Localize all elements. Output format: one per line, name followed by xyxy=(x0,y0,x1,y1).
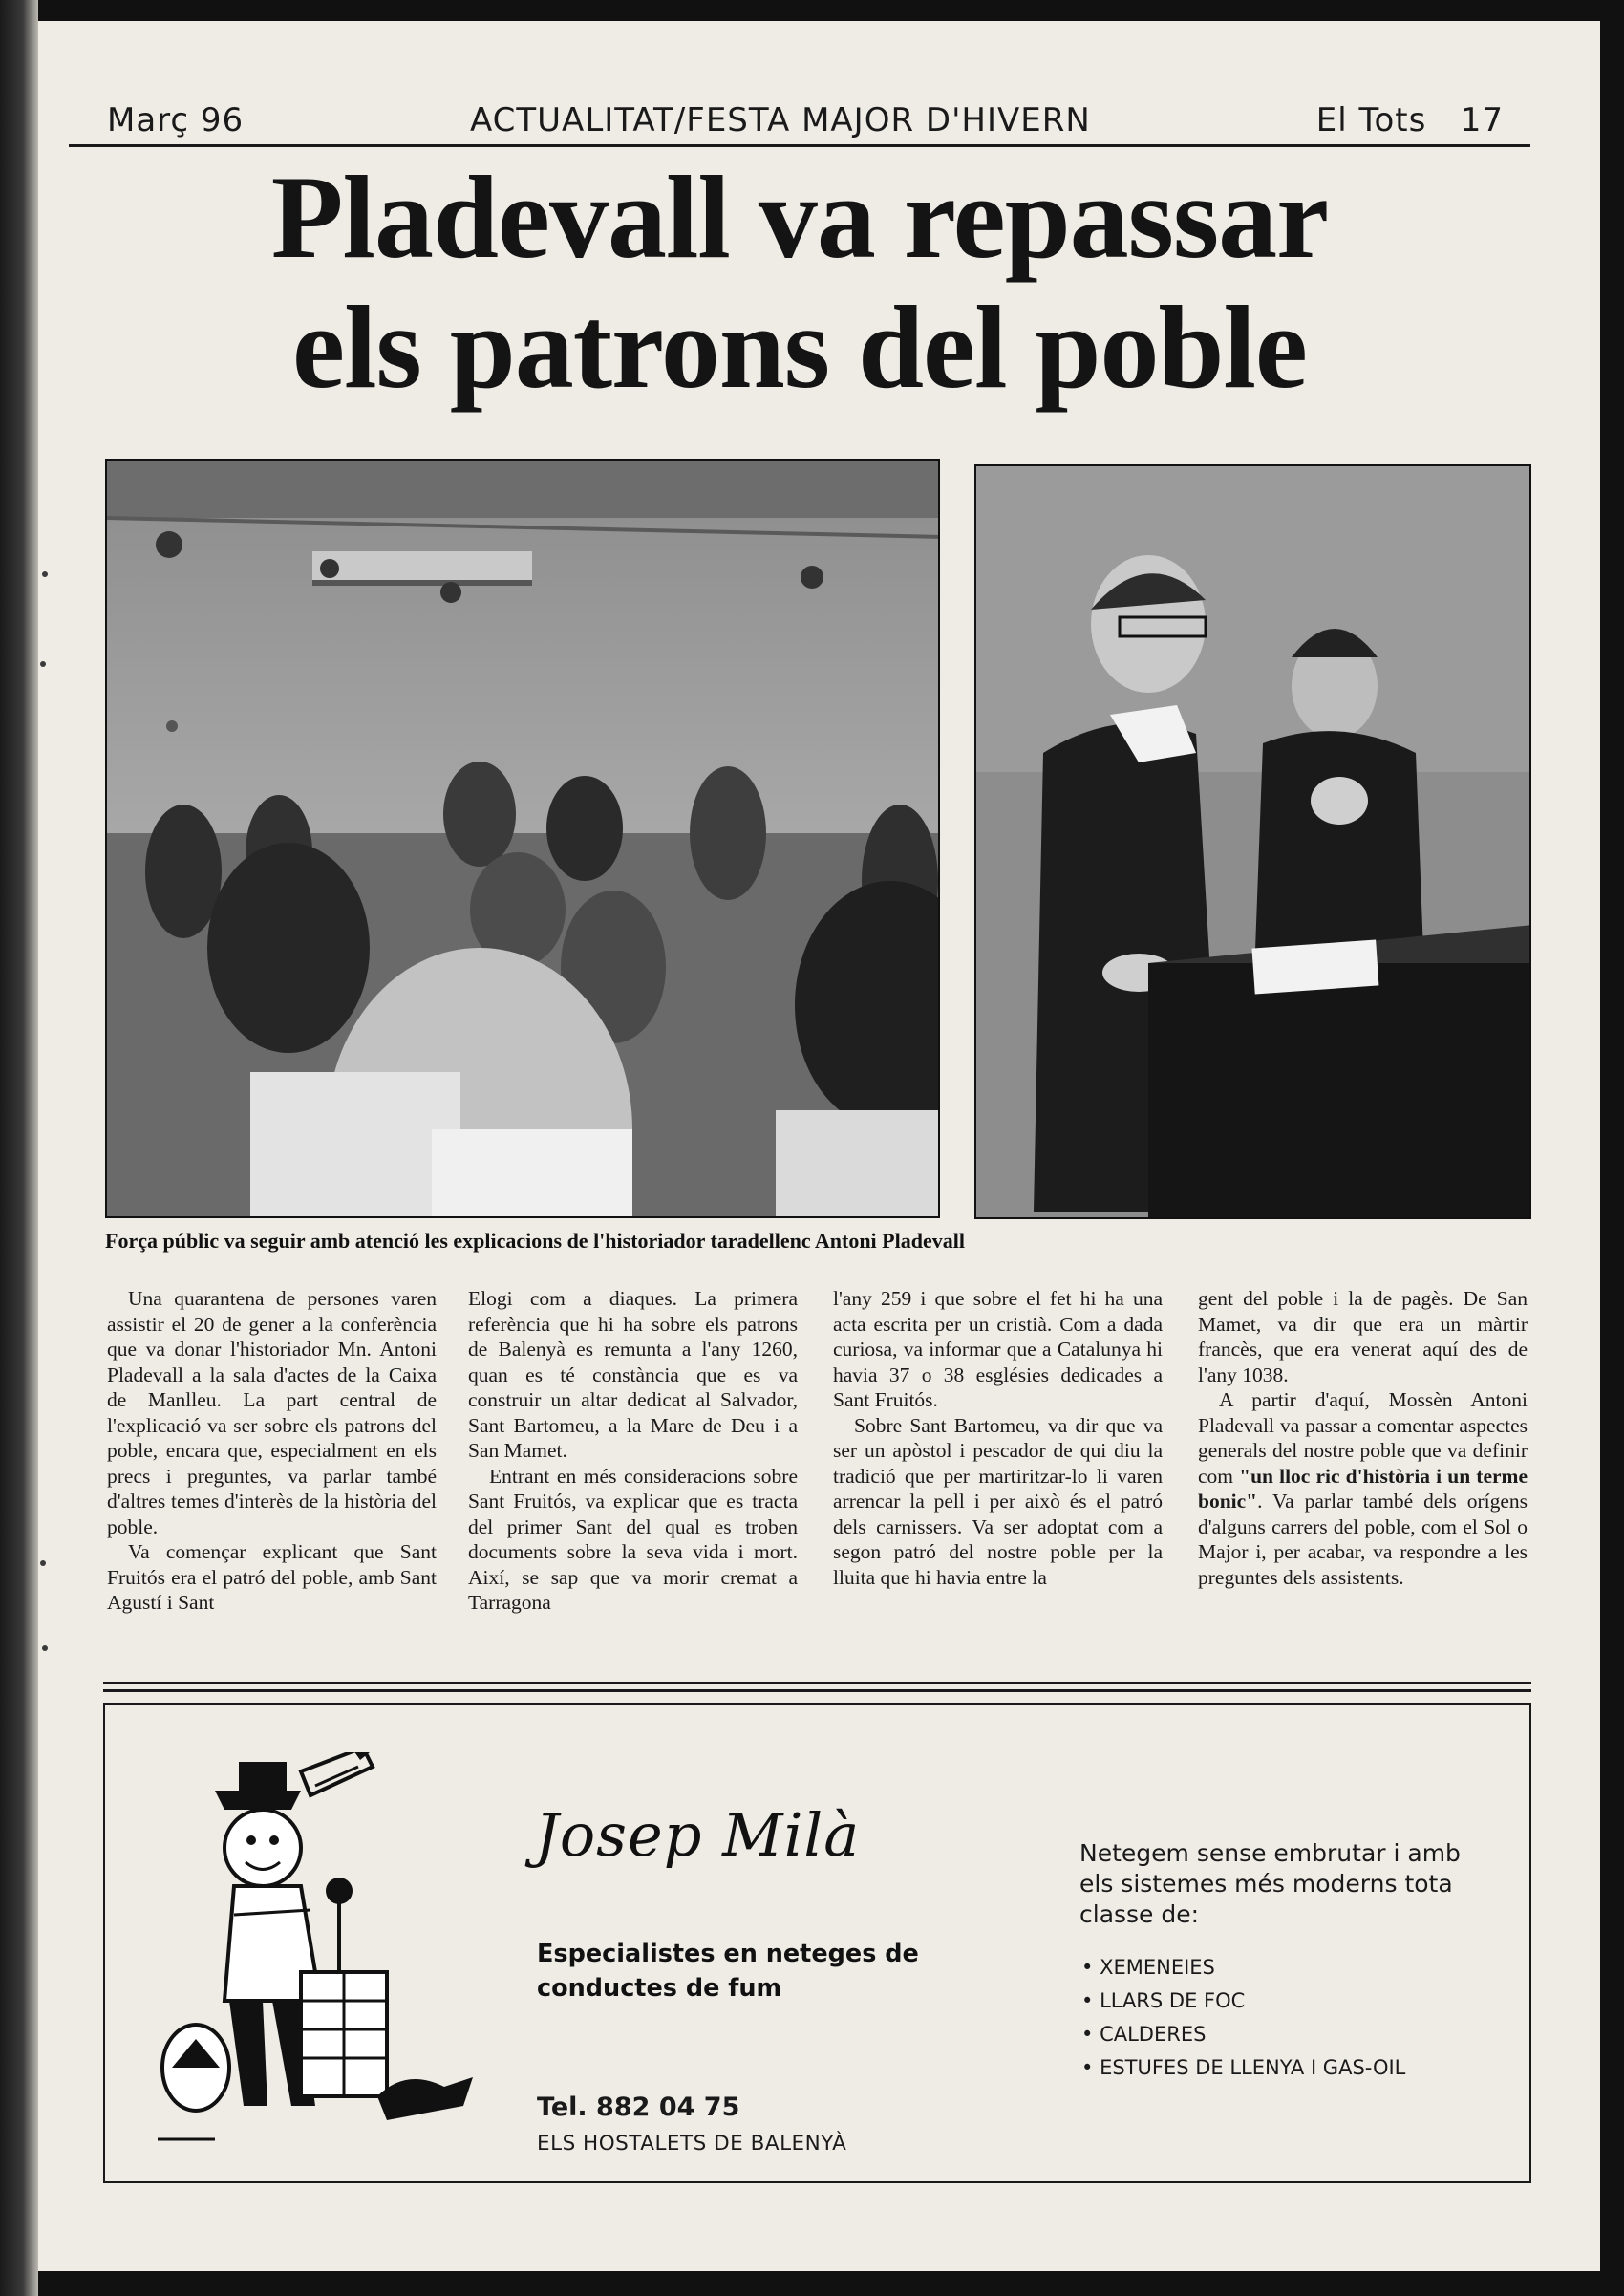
margin-speck xyxy=(42,571,48,577)
headline-line-1: Pladevall va repassar xyxy=(270,152,1329,283)
paragraph: Entrant en més consideracions sobre Sant Fruitós, va explicar que es tracta del primer Sant del qual es troben documents sobre la seva vida i mort. Així, se sap que va morir cremat a Tarragona xyxy=(468,1464,798,1614)
advertiser-specialty: Especialistes en neteges de conductes de fum xyxy=(537,1940,919,2003)
advertisement-box xyxy=(103,1703,1531,2183)
advertiser-logo: Josep Milà xyxy=(535,1800,861,1870)
margin-speck xyxy=(42,1645,48,1651)
article-body xyxy=(107,1286,1530,1668)
issue-date: Març 96 xyxy=(107,101,245,139)
paragraph: Sobre Sant Bartomeu, va dir que va ser un apòstol i pescador de qui diu la tradició que per martiritzar-lo li varen arrencar la pell i per això és el patró dels carnissers. Va ser adoptat com a segon patró del nostre poble per la lluita que hi havia entre la xyxy=(833,1413,1163,1589)
speaker-photo-illustration xyxy=(976,466,1531,1219)
headline-line-2: els patrons del poble xyxy=(292,282,1307,413)
section-title: ACTUALITAT/FESTA MAJOR D'HIVERN xyxy=(470,101,1091,139)
publication-page-number: El Tots 17 xyxy=(1315,101,1504,139)
pull-quote: "un lloc ric d'història i un terme bonic" xyxy=(1198,1464,1528,1513)
margin-speck xyxy=(40,661,46,667)
photo-audience xyxy=(105,459,940,1218)
article-column-3 xyxy=(833,1286,1163,1590)
photo-speaker xyxy=(974,464,1531,1219)
paragraph: Elogi com a diaques. La primera referència que hi ha sobre els patrons de Balenyà es remunta a l'any 1260, quan es té constància que es va construir un altar dedicat al Salvador, Sant Bartomeu, a la Mare de Deu i a San Mamet. xyxy=(468,1287,798,1462)
article-column-2 xyxy=(468,1286,798,1616)
paragraph: Una quarantena de persones varen assistir el 20 de gener a la conferència que va donar l'historiador Mn. Antoni Pladevall a la sala d'actes de la Caixa de Manlleu. La part central de l'explicació va ser sobre els patrons del poble, encara que, especialment en els precs i preguntes, va parlar també d'altres temes d'interès de la història del poble. xyxy=(107,1287,437,1538)
service-item: • ESTUFES DE LLENYA I GAS-OIL xyxy=(1081,2051,1405,2085)
service-item: • XEMENEIES xyxy=(1081,1951,1405,1985)
margin-speck xyxy=(40,1560,46,1566)
paragraph: l'any 259 i que sobre el fet hi ha una acta escrita per un cristià. Com a dada curiosa, va informar que a Catalunya hi havia 37 o 38 esglésies dedicades a Sant Fruitós. xyxy=(833,1287,1163,1411)
service-item: • CALDERES xyxy=(1081,2018,1405,2051)
paragraph-text: A partir d'aquí, Mossèn Antoni Pladevall va passar a comentar aspectes generals del nostre poble que va definir com xyxy=(1198,1388,1528,1488)
headline xyxy=(69,153,1530,413)
advertiser-phone: Tel. 882 04 75 xyxy=(537,2092,740,2122)
paragraph-text: . Va parlar també dels orígens d'alguns carrers del poble, com el Sol o Major i, per acabar, va respondre a les preguntes dels assistents. xyxy=(1198,1490,1528,1589)
photo-caption: Força públic va seguir amb atenció les explicacions de l'historiador taradellenc Antoni Pladevall xyxy=(105,1229,965,1253)
divider-rule xyxy=(103,1682,1531,1684)
paragraph: Va començar explicant que Sant Fruitós era el patró del poble, amb Sant Agustí i Sant xyxy=(107,1540,437,1614)
service-item: • LLARS DE FOC xyxy=(1081,1985,1405,2018)
advertiser-town: ELS HOSTALETS DE BALENYÀ xyxy=(537,2132,847,2156)
audience-photo-illustration xyxy=(107,461,940,1218)
services-intro: Netegem sense embrutar i amb els sistemes més moderns tota classe de: xyxy=(1079,1839,1461,1928)
running-header xyxy=(69,84,1530,147)
page-binding-edge xyxy=(0,0,38,2296)
article-column-1 xyxy=(107,1286,437,1616)
article-column-4 xyxy=(1198,1286,1528,1590)
paragraph xyxy=(1198,1387,1528,1590)
chimney-sweep-illustration xyxy=(158,1752,521,2154)
divider-rule xyxy=(103,1689,1531,1692)
services-list xyxy=(1081,1951,1405,2085)
paragraph: gent del poble i la de pagès. De San Mamet, va dir que era un màrtir francès, que era venerat aquí des de l'any 1038. xyxy=(1198,1287,1528,1386)
